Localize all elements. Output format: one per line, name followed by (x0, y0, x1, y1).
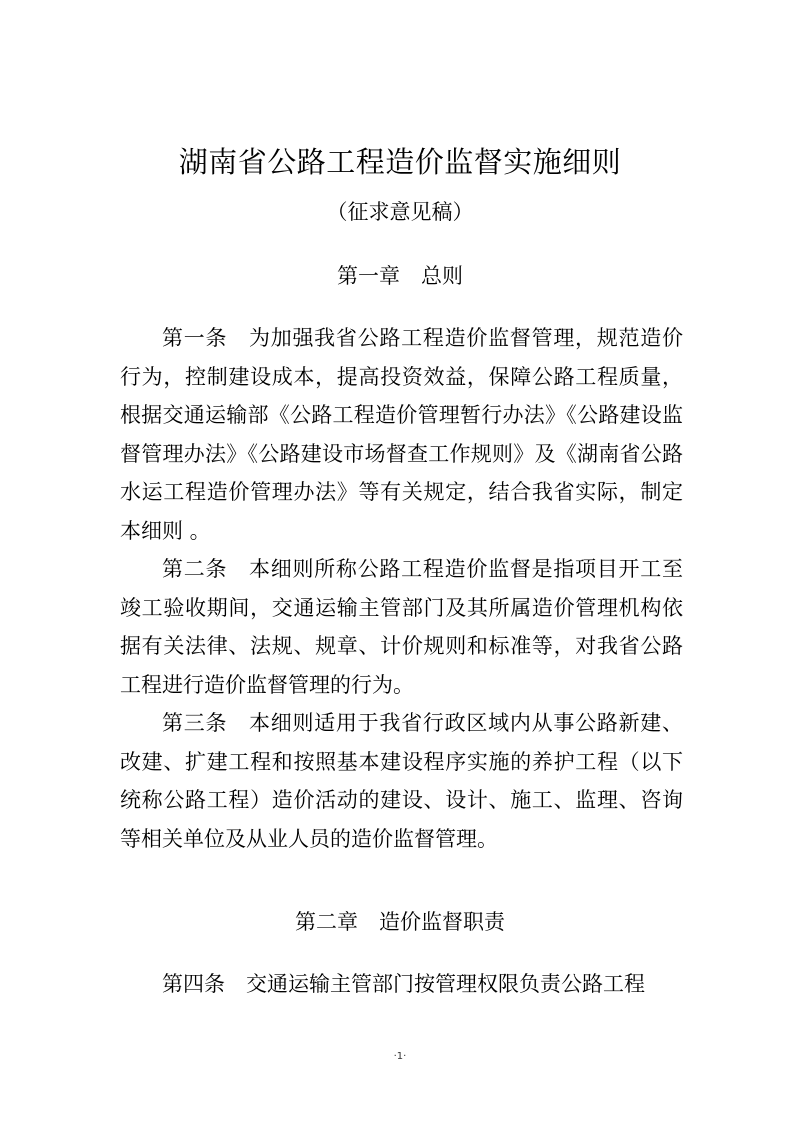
article-4 (120, 965, 683, 1004)
article-label: 第一条 (162, 326, 249, 350)
article-text: 交通运输主管部门按管理权限负责公路工程 (246, 972, 645, 996)
chapter-heading-1: 第一章 总则 (337, 264, 463, 288)
article-2 (120, 550, 683, 704)
chapter-2-body (120, 965, 683, 1004)
article-text: 为加强我省公路工程造价监督管理，规范造价行为，控制建设成本，提高投资效益，保障公路工程质量，根据交通运输部《公路工程造价管理暂行办法》《公路建设监督管理办法》《公路建设市场督查工作规则》及《湖南省公路水运工程造价管理办法》等有关规定，结合我省实际，制定本细则 。 (120, 326, 684, 543)
document-subtitle: （征求意见稿） (326, 200, 474, 224)
document-title: 湖南省公路工程造价监督实施细则 (178, 145, 622, 179)
article-text: 本细则所称公路工程造价监督是指项目开工至竣工验收期间，交通运输主管部门及其所属造价管理机构依据有关法律、法规、规章、计价规则和标准等，对我省公路工程进行造价监督管理的行为。 (120, 557, 684, 697)
article-3 (120, 704, 683, 858)
article-label: 第三条 (162, 711, 249, 735)
article-label: 第四条 (162, 972, 246, 996)
article-label: 第二条 (162, 557, 249, 581)
chapter-1-body (120, 319, 683, 858)
page-number: ·1· (393, 1051, 407, 1062)
article-text: 本细则适用于我省行政区域内从事公路新建、改建、扩建工程和按照基本建设程序实施的养护工程（以下统称公路工程）造价活动的建设、设计、施工、监理、咨询等相关单位及从业人员的造价监督管理。 (120, 711, 684, 851)
chapter-heading-2: 第二章 造价监督职责 (295, 910, 505, 934)
article-1 (120, 319, 683, 550)
